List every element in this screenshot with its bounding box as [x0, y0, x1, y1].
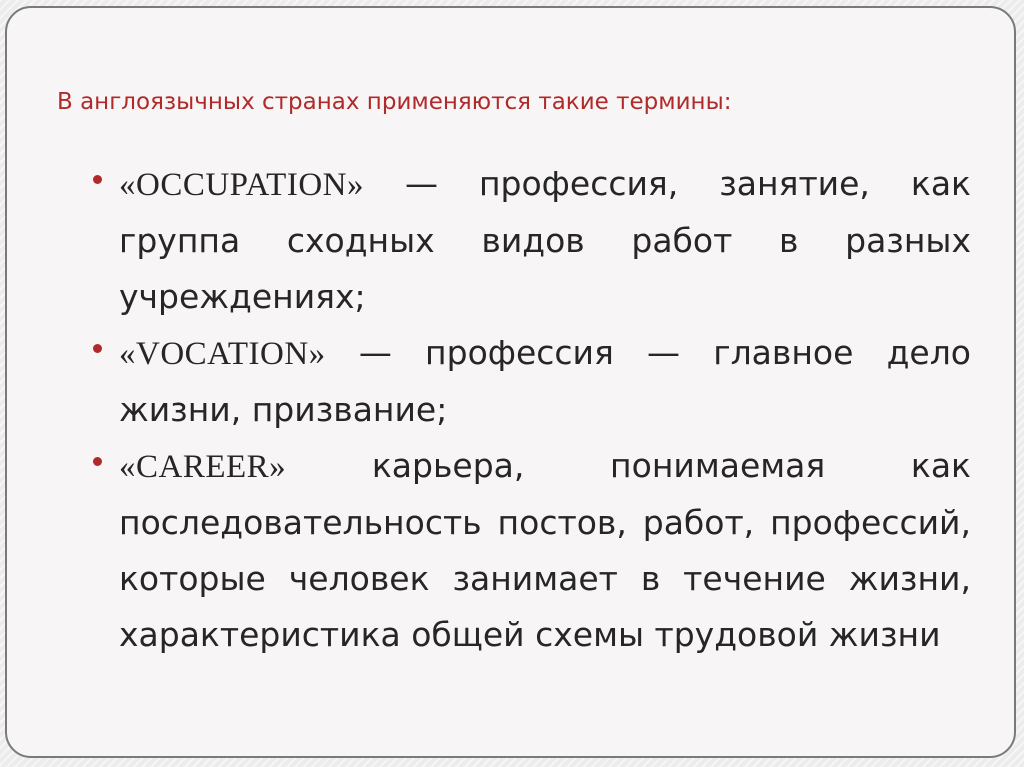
definition-career: карьера, понимаемая как последовательность постов, работ, профессий, которые человек занимает в течение жизни, характеристика общей схемы трудовой жизни	[119, 446, 971, 654]
list-item-occupation	[93, 156, 971, 325]
bullet-dot-icon	[93, 175, 102, 184]
slide-frame	[5, 6, 1016, 758]
term-vocation: «VOCATION»	[119, 336, 326, 372]
term-occupation: «OCCUPATION»	[119, 167, 364, 203]
bullet-list	[93, 156, 971, 663]
definition-occupation: — профессия, занятие, как группа сходных видов работ в разных учреждениях;	[119, 164, 971, 316]
slide-title: В англоязычных странах применяются такие термины:	[57, 89, 732, 115]
bullet-text	[119, 156, 971, 325]
definition-vocation: — профессия — главное дело жизни, призвание;	[119, 333, 971, 429]
bullet-text	[119, 325, 971, 438]
bullet-dot-icon	[93, 344, 102, 353]
list-item-vocation	[93, 325, 971, 438]
bullet-dot-icon	[93, 457, 102, 466]
list-item-career	[93, 438, 971, 663]
bullet-text	[119, 438, 971, 663]
term-career: «CAREER»	[119, 449, 287, 485]
